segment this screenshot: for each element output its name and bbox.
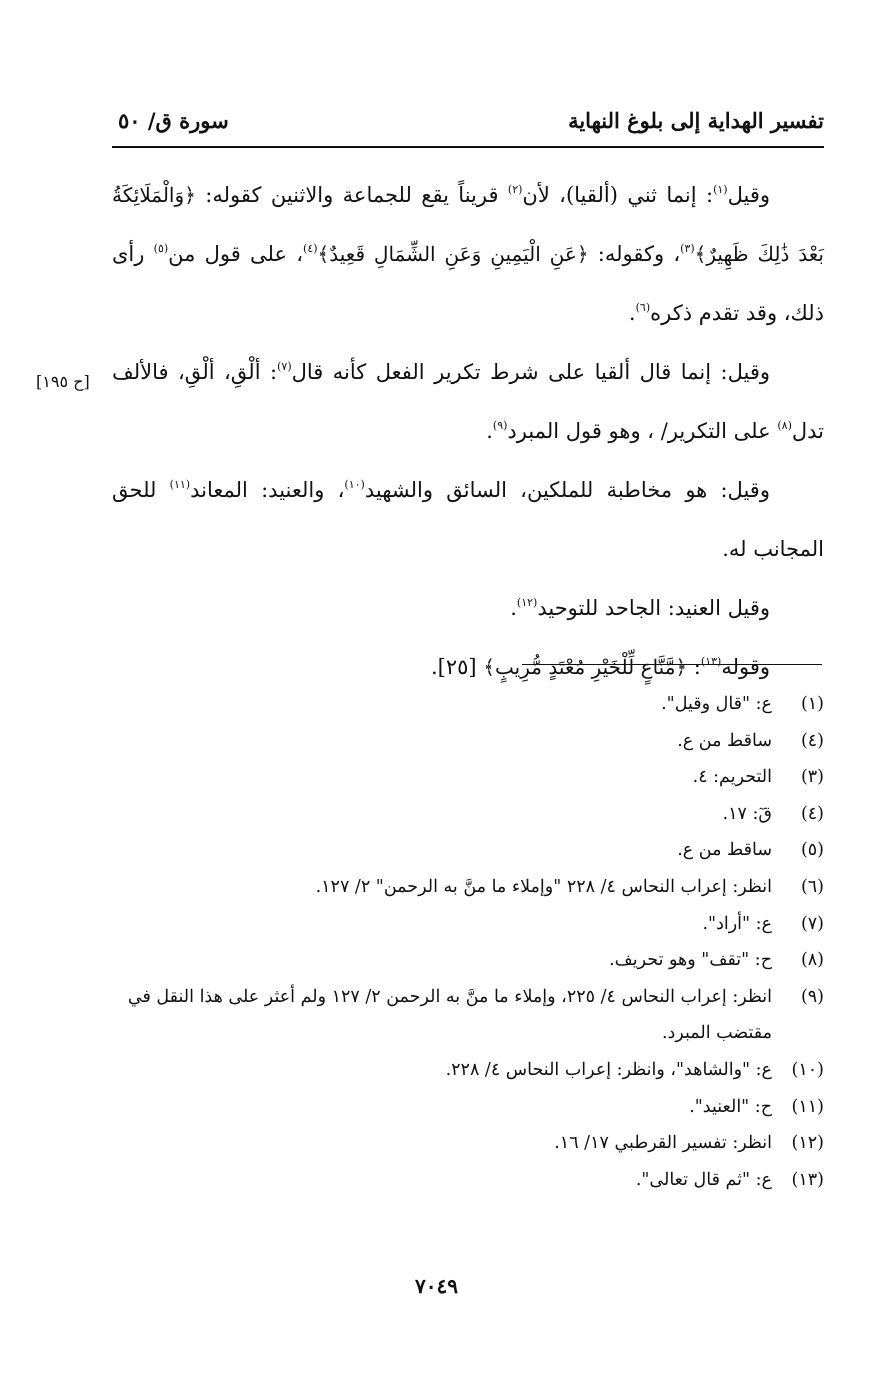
quran-quote: ﴿عَنِ الْيَمِينِ وَعَنِ الشِّمَالِ قَعِيدٌ﴾ bbox=[317, 242, 589, 266]
footnote-ref: (٥) bbox=[153, 242, 169, 255]
page-number: ٧٠٤٩ bbox=[415, 1274, 458, 1298]
footnote-number: (٣) bbox=[800, 767, 824, 788]
paragraph-4: وقيل العنيد: الجاحد للتوحيد$^{(١٢)}$. bbox=[510, 596, 770, 620]
footnote-item bbox=[112, 686, 824, 723]
footnote-ref: (١٢) bbox=[516, 596, 538, 609]
paragraph-2: وقيل: إنما قال ألقيا على شرط تكرير الفعل كأنه قال$^{(٧)}$: ألْقِ، ألْقِ، فالألف تدل$^{(٨)}$ على التكرير/ ، وهو قول المبرد$^{(٩)}$. bbox=[112, 360, 824, 443]
footnote-item bbox=[112, 1162, 824, 1199]
footnote-item bbox=[112, 869, 824, 906]
footnote-number: (١٣) bbox=[791, 1169, 824, 1190]
footnote-text: ح: "العنيد". bbox=[689, 1096, 772, 1117]
footnote-item bbox=[112, 796, 824, 833]
footnote-number: (٨) bbox=[800, 950, 824, 971]
footnotes-list bbox=[112, 686, 824, 1198]
footnote-item bbox=[112, 723, 824, 760]
footnote-separator bbox=[522, 664, 822, 665]
footnote-ref: (١٠) bbox=[344, 478, 365, 491]
quran-quote: ﴿وَالْمَلَائِكَةُ بَعْدَ ذَٰلِكَ ظَهِيرٌ﴾ bbox=[112, 183, 824, 266]
footnote-number: (١٢) bbox=[791, 1133, 824, 1154]
footnote-text: ساقط من ع. bbox=[677, 840, 772, 861]
footnote-text: ساقط من ع. bbox=[677, 730, 772, 751]
footnote-ref: (٧) bbox=[277, 360, 292, 373]
footnote-number: (٤) bbox=[800, 803, 824, 824]
footnote-item bbox=[112, 906, 824, 943]
footnote-number: (١) bbox=[800, 694, 824, 714]
footnote-item bbox=[112, 942, 824, 979]
footnote-ref: (٨) bbox=[777, 419, 792, 432]
footnote-text: انظر: تفسير القرطبي ١٧/ ١٦. bbox=[554, 1133, 772, 1154]
footnote-item bbox=[112, 1089, 824, 1126]
footnote-number: (١١) bbox=[791, 1096, 824, 1117]
footnote-text: التحريم: ٤. bbox=[692, 767, 772, 788]
footnote-ref: (٩) bbox=[492, 419, 508, 432]
footnote-text: ع: "قال وقيل". bbox=[661, 694, 772, 714]
footnote-text: انظر: إعراب النحاس ٤/ ٢٢٨ "وإملاء ما منَّ به الرحمن" ٢/ ١٢٧. bbox=[315, 876, 772, 897]
footnote-item bbox=[112, 979, 824, 1052]
footnote-number: (٤) bbox=[800, 730, 824, 751]
footnote-ref: (١١) bbox=[169, 478, 191, 491]
running-header bbox=[112, 98, 824, 148]
footnote-number: (٦) bbox=[800, 876, 824, 897]
footnote-item bbox=[112, 832, 824, 869]
footnote-number: (٩) bbox=[800, 986, 824, 1007]
footnote-number: (٧) bbox=[800, 913, 824, 934]
book-title: تفسير الهداية إلى بلوغ النهاية bbox=[568, 108, 824, 133]
footnote-item bbox=[112, 759, 824, 796]
footnote-text: ع: "أراد". bbox=[702, 913, 772, 934]
footnote-text: ع: "والشاهد"، وانظر: إعراب النحاس ٤/ ٢٢٨. bbox=[445, 1059, 772, 1080]
footnote-ref: (١) bbox=[713, 183, 728, 196]
footnote-text: انظر: إعراب النحاس ٤/ ٢٢٥، وإملاء ما منَّ به الرحمن ٢/ ١٢٧ ولم أعثر على هذا النقل في مقتضب المبرد. bbox=[127, 986, 772, 1044]
footnote-ref: (٣) bbox=[680, 242, 695, 255]
footnote-number: (٥) bbox=[800, 840, 824, 861]
footnote-item bbox=[112, 1052, 824, 1089]
paragraph-5: وقوله$^{(١٣)}$: ﴿مَّنَّاعٍ لِّلْخَيْرِ مُعْتَدٍ مُّرِيبٍ﴾ [٢٥]. bbox=[430, 655, 770, 679]
main-text bbox=[112, 166, 824, 697]
footnote-item bbox=[112, 1125, 824, 1162]
paragraph-1: وقيل$^{(١)}$: إنما ثني (ألقيا)، لأن$^{(٢)}$ قريناً يقع للجماعة والاثنين كقوله: ﴿وَالْمَلَائِكَةُ بَعْدَ ذَٰلِكَ ظَهِيرٌ﴾$^{(٣)}$، وكقوله: ﴿عَنِ الْيَمِينِ وَعَنِ الشِّمَالِ قَعِيدٌ﴾$^{(٤)}$، على قول من$^{(٥)}$ رأى ذلك، وقد تقدم ذكره$^{(٦)}$. bbox=[112, 183, 824, 325]
quran-quote: ﴿مَّنَّاعٍ لِّلْخَيْرِ مُعْتَدٍ مُّرِيبٍ﴾ bbox=[483, 655, 688, 679]
footnote-text: قٓ: ١٧. bbox=[722, 803, 772, 824]
surah-label: سورة ق/ ٥٠ bbox=[118, 108, 229, 133]
footnote-text: ح: "تقف" وهو تحريف. bbox=[609, 950, 772, 971]
footnote-ref: (٤) bbox=[303, 242, 318, 255]
paragraph-3: وقيل: هو مخاطبة للملكين، السائق والشهيد$^{(١٠)}$، والعنيد: المعاند$^{(١١)}$ للحق المجانب له. bbox=[112, 478, 824, 561]
footnote-ref: (٦) bbox=[635, 301, 651, 314]
footnote-text: ع: "ثم قال تعالى". bbox=[635, 1169, 772, 1190]
footnote-ref: (١٣) bbox=[700, 655, 722, 668]
manuscript-page-marker: [ح ١٩٥] bbox=[36, 372, 90, 391]
footnote-ref: (٢) bbox=[507, 183, 523, 196]
footnote-number: (١٠) bbox=[791, 1059, 824, 1080]
